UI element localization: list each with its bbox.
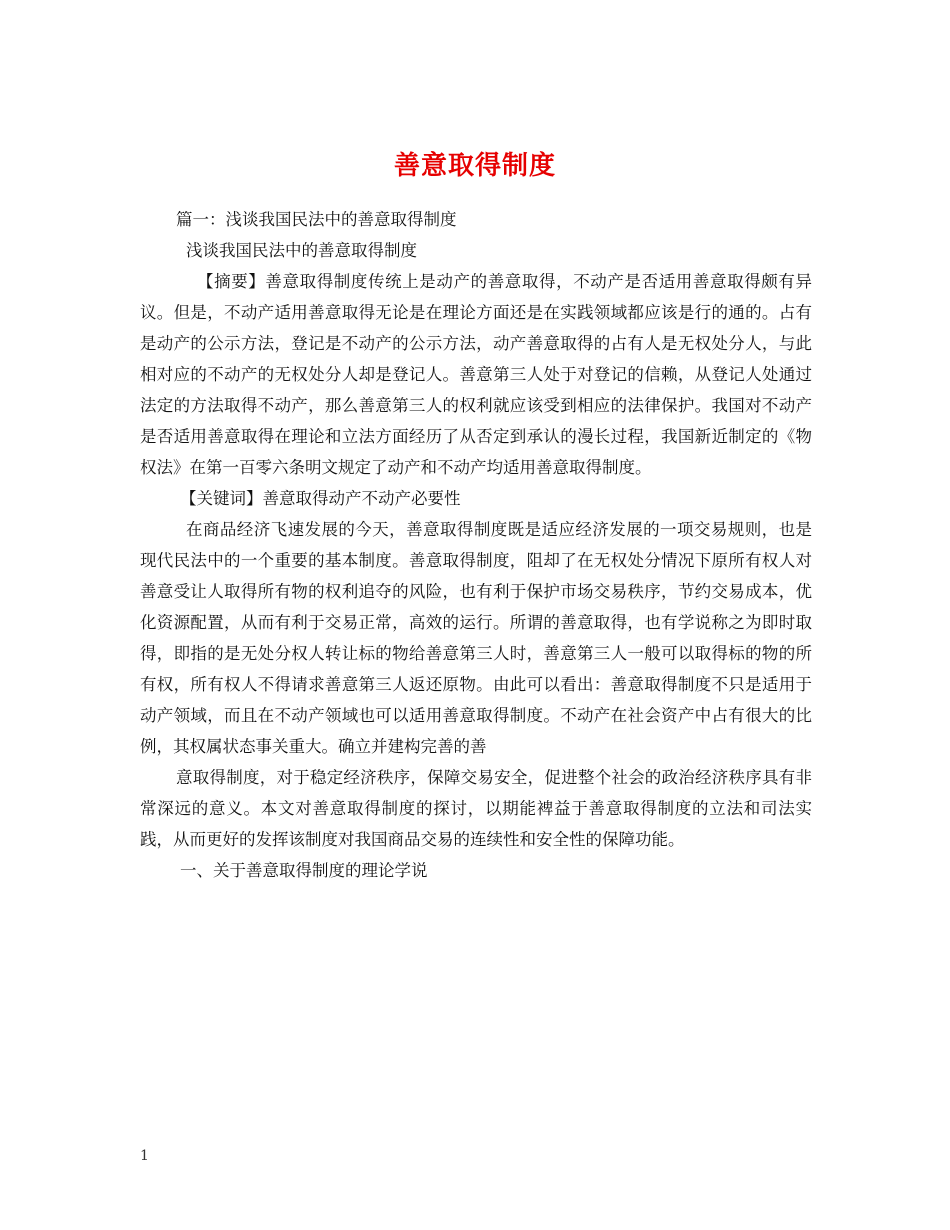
intro-paragraph: 在商品经济飞速发展的今天，善意取得制度既是适应经济发展的一项交易规则，也是现代民法中的一个重要的基本制度。善意取得制度，阻却了在无权处分情况下原所有权人对善意受让人取得所有物的权利追夺的风险，也有利于保护市场交易秩序，节约交易成本，优化资源配置，从而有利于交易正常，高效的运行。所谓的善意取得，也有学说称之为即时取得，即指的是无处分权人转让标的物给善意第三人时，善意第三人一般可以取得标的物的所有权，所有权人不得请求善意第三人返还原物。由此可以看出：善意取得制度不只是适用于动产领域，而且在不动产领域也可以适用善意取得制度。不动产在社会资产中占有很大的比例，其权属状态事关重大。确立并建构完善的善 [140,520,812,756]
document-title: 善意取得制度 [393,151,556,182]
abstract-paragraph: 【摘要】善意取得制度传统上是动产的善意取得，不动产是否适用善意取得颇有异议。但是，不动产适用善意取得无论是在理论方面还是在实践领域都应该是行的通的。占有是动产的公示方法，登记是不动产的公示方法，动产善意取得的占有人是无权处分人，与此相对应的不动产的无权处分人却是登记人。善意第三人处于对登记的信赖，从登记人处通过法定的方法取得不动产，那么善意第三人的权利就应该受到相应的法律保护。我国对不动产是否适用善意取得在理论和立法方面经历了从否定到承认的漫长过程，我国新近制定的《物权法》在第一百零六条明文规定了动产和不动产均适用善意取得制度。 [140,272,812,477]
article-subtitle: 浅谈我国民法中的善意取得制度 [186,241,417,260]
keywords-paragraph: 【关键词】善意取得动产不动产必要性 [180,489,461,508]
section-heading: 一、关于善意取得制度的理论学说 [180,861,428,880]
article-heading: 篇一：浅谈我国民法中的善意取得制度 [176,210,457,229]
document-body [140,204,812,886]
intro-continuation-paragraph: 意取得制度，对于稳定经济秩序，保障交易安全，促进整个社会的政治经济秩序具有非常深远的意义。本文对善意取得制度的探讨，以期能裨益于善意取得制度的立法和司法实践，从而更好的发挥该制度对我国商品交易的连续性和安全性的保障功能。 [140,768,812,849]
page-number: 1 [140,1148,149,1164]
